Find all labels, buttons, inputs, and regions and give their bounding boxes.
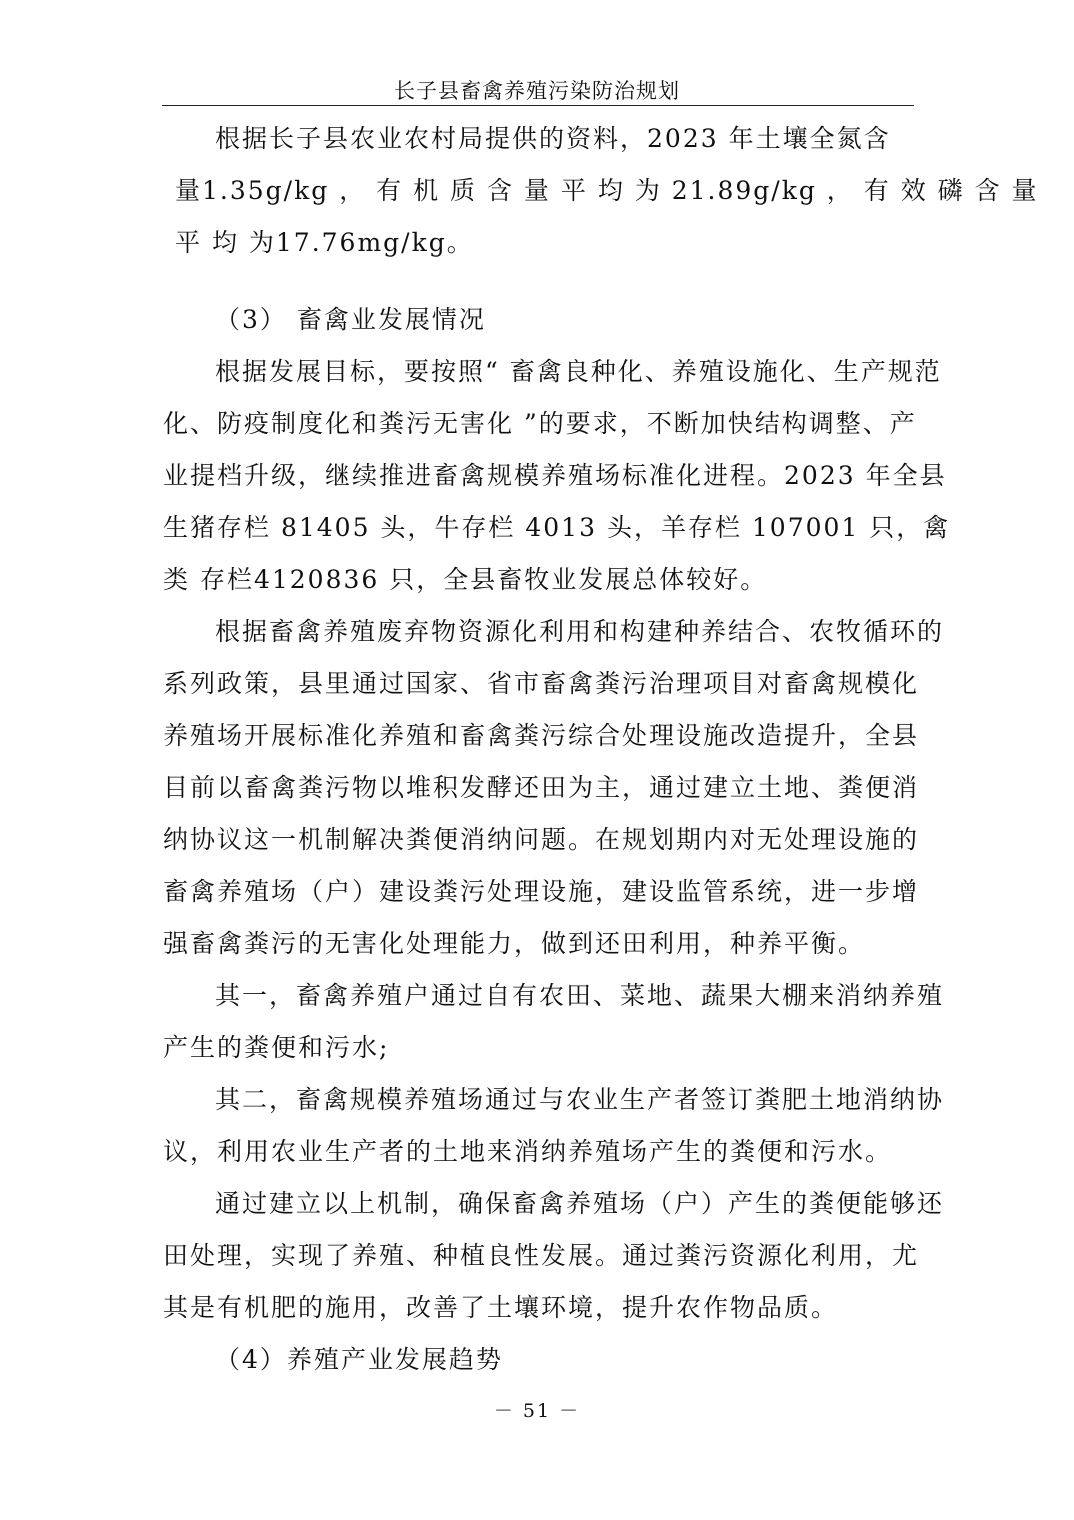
- paragraph-line: 通过建立以上机制，确保畜禽养殖场（户）产生的粪便能够还: [215, 1189, 945, 1218]
- paragraph-line: 根据发展目标，要按照“ 畜禽良种化、养殖设施化、生产规范: [215, 357, 942, 386]
- paragraph-line: 其二，畜禽规模养殖场通过与农业生产者签订粪肥土地消纳协: [215, 1085, 945, 1114]
- paragraph-line: 纳协议这一机制解决粪便消纳问题。在规划期内对无处理设施的: [163, 825, 920, 854]
- livestock-development-paragraph: [163, 346, 951, 606]
- spacer: [163, 269, 913, 294]
- header-divider: [162, 105, 914, 106]
- paragraph-line: 类 存栏4120836 只，全县畜牧业发展总体较好。: [163, 565, 768, 594]
- paragraph-line: 其是有机肥的施用，改善了土壤环境，提升农作物品质。: [163, 1293, 839, 1322]
- paragraph-line: 强畜禽粪污的无害化处理能力，做到还田利用，种养平衡。: [163, 929, 866, 958]
- paragraph-line: 目前以畜禽粪污物以堆积发酵还田为主，通过建立土地、粪便消: [163, 773, 920, 802]
- paragraph-line: 田处理，实现了养殖、种植良性发展。通过粪污资源化利用，尤: [163, 1241, 920, 1270]
- paragraph-line: 生猪存栏 81405 头，牛存栏 4013 头，羊存栏 107001 只，禽: [163, 513, 951, 542]
- paragraph-line: 养殖场开展标准化养殖和畜禽粪污综合处理设施改造提升，全县: [163, 721, 920, 750]
- paragraph-line: 其一，畜禽养殖户通过自有农田、菜地、蔬果大棚来消纳养殖: [215, 981, 945, 1010]
- page-body: [163, 113, 1039, 1386]
- outcome-paragraph: [163, 1178, 945, 1334]
- section-heading-4: （4）养殖产业发展趋势: [215, 1345, 503, 1374]
- page-number: － 51 －: [493, 1400, 581, 1422]
- mechanism-one-paragraph: [163, 970, 945, 1074]
- paragraph-line: 系列政策，县里通过国家、省市畜禽粪污治理项目对畜禽规模化: [163, 669, 920, 698]
- paragraph-line: 平 均 为17.76mg/kg。: [175, 228, 474, 257]
- mechanism-two-paragraph: [163, 1074, 945, 1178]
- paragraph-line: 畜禽养殖场（户）建设粪污处理设施，建设监管系统，进一步增: [163, 877, 920, 906]
- paragraph-line: 业提档升级，继续推进畜禽规模养殖场标准化进程。2023 年全县: [163, 461, 947, 490]
- paragraph-line: 产生的粪便和污水;: [163, 1033, 390, 1062]
- paragraph-line: 量1.35g/kg ， 有 机 质 含 量 平 均 为 21.89g/kg ， 有 效 磷 含 量: [175, 176, 1039, 205]
- paragraph-line: 根据畜禽养殖废弃物资源化利用和构建种养结合、农牧循环的: [215, 617, 945, 646]
- soil-nutrient-paragraph: [163, 113, 1039, 269]
- paragraph-line: 化、防疫制度化和粪污无害化 ”的要求，不断加快结构调整、产: [163, 409, 917, 438]
- paragraph-line: 议，利用农业生产者的土地来消纳养殖场产生的粪便和污水。: [163, 1137, 893, 1166]
- section-heading-3: （3） 畜禽业发展情况: [215, 305, 486, 334]
- waste-utilization-paragraph: [163, 606, 945, 970]
- paragraph-line: 根据长子县农业农村局提供的资料，2023 年土壤全氮含: [215, 124, 891, 153]
- running-header: 长子县畜禽养殖污染防治规划: [394, 79, 680, 103]
